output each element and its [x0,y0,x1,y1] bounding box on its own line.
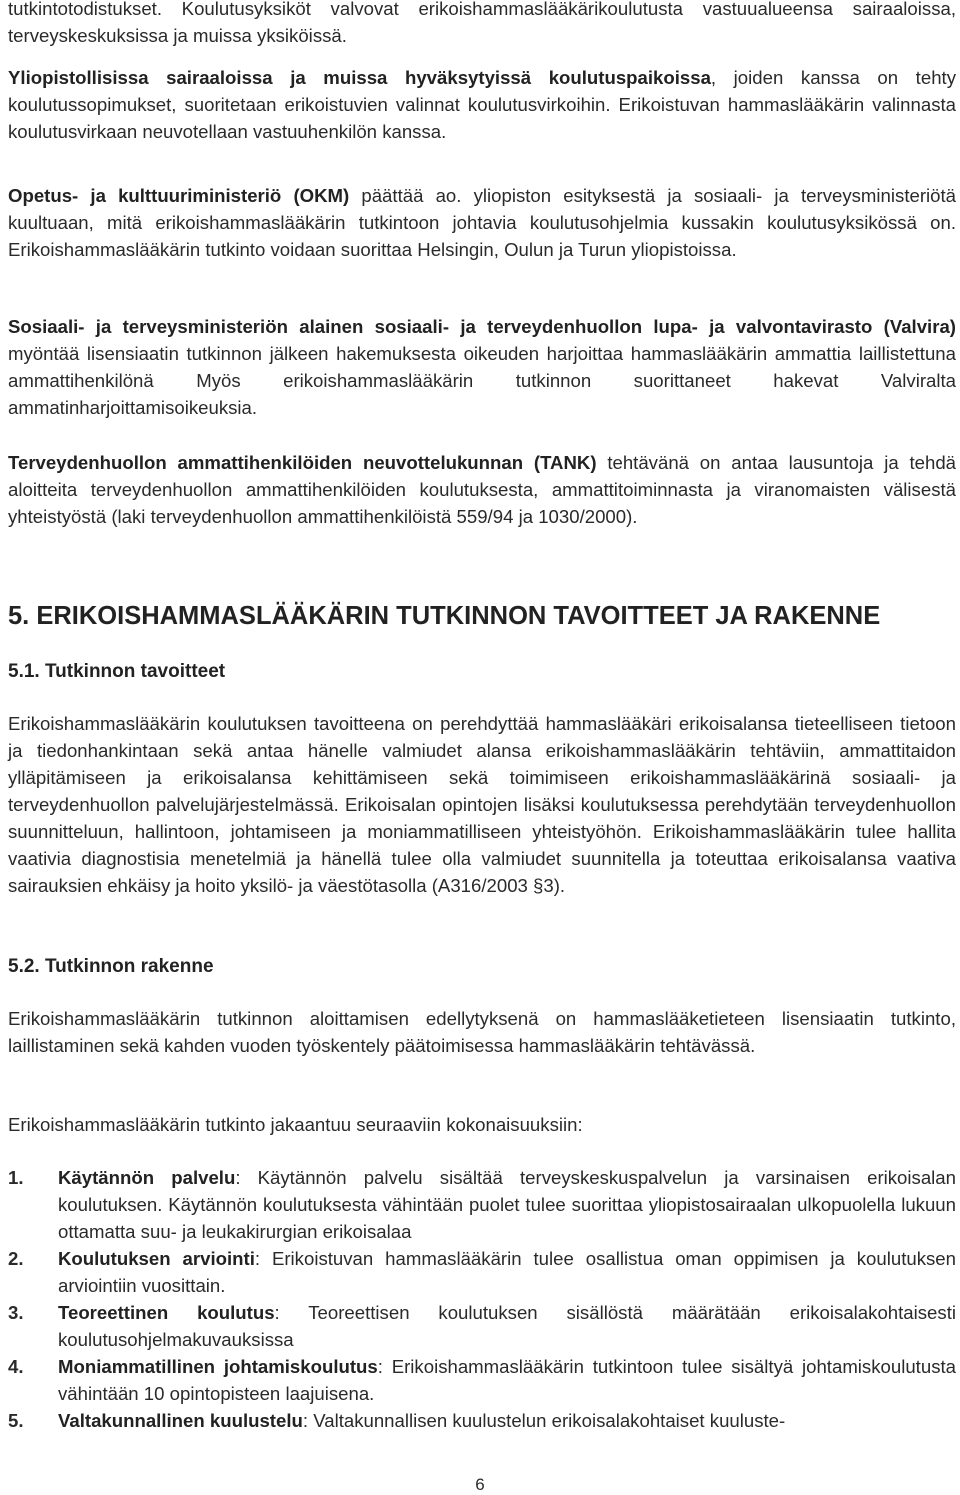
list-item [8,1299,956,1353]
list-item-text: : Erikoistuvan hammaslääkärin tulee osallistua oman oppimisen ja koulutuksen arviointiin vuosittain. [58,1248,956,1296]
list-item-number: 1. [8,1167,24,1188]
list-item [8,1353,956,1407]
paragraph-valvira [8,313,956,421]
paragraph-university-hospitals [8,64,956,145]
list-item [8,1407,956,1434]
paragraph-structure: Erikoishammaslääkärin tutkinnon aloittamisen edellytyksenä on hammaslääketieteen lisensiaatin tutkinto, laillistaminen sekä kahden vuoden työskentely päätoimisessa hammaslääkärin tehtävässä. [8,1008,956,1056]
list-item-title: Valtakunnallinen kuulustelu [58,1410,303,1431]
paragraph-text: päättää ao. yliopiston esityksestä ja sosiaali- ja terveysministeriötä kuultuaan, mitä erikoishammaslääkärin tutkintoon johtavia koulutusohjelmia kussakin koulutusyksikössä on. Erikoishammaslääkärin tutkinto voidaan suorittaa Helsingin, Oulun ja Turun yliopistoissa. [8,185,957,260]
paragraph-text: tehtävänä on antaa lausuntoja ja tehdä aloitteita terveydenhuollon ammattihenkilöiden koulutuksesta, ammattitoiminnasta ja viranomaisten välisestä yhteistyöstä (laki terveydenhuollon ammattihenkilöistä 559/94 ja 1030/2000). [8,452,956,527]
section-heading-5: 5. ERIKOISHAMMASLÄÄKÄRIN TUTKINNON TAVOITTEET JA RAKENNE [8,602,881,630]
paragraph-okm [8,182,956,263]
paragraph-text: myöntää lisensiaatin tutkinnon jälkeen hakemuksesta oikeuden harjoittaa hammaslääkärin ammattia laillistettuna ammattihenkilönä Myös erikoishammaslääkärin tutkinnon suorittaneet hakevat Valviralta ammatinharjoittamisoikeuksia. [8,343,956,418]
paragraph-goals: Erikoishammaslääkärin koulutuksen tavoitteena on perehdyttää hammaslääkäri erikoisalansa tieteelliseen tietoon ja tiedonhankintaan sekä antaa hänelle valmiudet alansa erikoishammaslääkärin tehtäviin, ammattitaidon ylläpitämiseen ja erikoisalansa kehittämiseen sekä toimimiseen erikoishammaslääkärinä sosiaali- ja terveydenhuollon palvelujärjestelmässä. Erikoisalan opintojen lisäksi koulutuksessa perehdytään terveydenhuollon suunnitteluun, hallintoon, johtamiseen ja moniammatilliseen yhteistyöhön. Erikoishammaslääkärin tulee hallita vaativia diagnostisia menetelmiä ja hänellä tulee olla valmiudet suunnitella ja toteuttaa erikoisalansa vaativa sairauksien ehkäisy ja hoito yksilö- ja väestötasolla (A316/2003 §3). [8,713,956,896]
paragraph-text: tutkintotodistukset. Koulutusyksiköt valvovat erikoishammaslääkärikoulutusta vastuualueensa sairaaloissa, terveyskeskuksissa ja muissa yksiköissä. [8,0,956,46]
numbered-list [8,1164,956,1434]
list-item-title: Koulutuksen arviointi [58,1248,255,1269]
list-item-title: Teoreettinen koulutus [58,1302,275,1323]
paragraph-intro [8,0,956,49]
subsection-heading-5-1: 5.1. Tutkinnon tavoitteet [8,661,226,682]
list-item-text: : Käytännön palvelu sisältää terveyskeskuspalvelun ja varsinaisen erikoisalan koulutuksen. Käytännön koulutuksesta vähintään puolet tulee suorittaa yliopistosairaalan ulkopuolella lukuun ottamatta suu- ja leukakirurgian erikoisalaa [58,1167,956,1242]
paragraph-lead: Opetus- ja kulttuuriministeriö (OKM) [8,185,350,206]
list-item-number: 3. [8,1302,24,1323]
list-item-number: 4. [8,1356,24,1377]
paragraph-lead: Terveydenhuollon ammattihenkilöiden neuvottelukunnan (TANK) [8,452,597,473]
subsection-heading-5-2: 5.2. Tutkinnon rakenne [8,956,214,977]
list-item-title: Käytännön palvelu [58,1167,236,1188]
list-item-text: : Valtakunnallisen kuulustelun erikoisalakohtaiset kuuluste- [302,1410,786,1431]
paragraph-lead: Yliopistollisissa sairaaloissa ja muissa hyväksytyissä koulutuspaikoissa [8,67,711,88]
paragraph-text: , joiden kanssa on tehty koulutussopimukset, suoritetaan erikoistuvien valinnat koulutusvirkoihin. Erikoistuvan hammaslääkärin valinnasta koulutusvirkaan neuvotellaan vastuuhenkilön kanssa. [8,67,956,142]
list-item [8,1164,956,1245]
list-item-text: : Teoreettisen koulutuksen sisällöstä määrätään erikoisalakohtaisesti koulutusohjelmakuvauksissa [58,1302,956,1350]
list-item-text: : Erikoishammaslääkärin tutkintoon tulee sisältyä johtamiskoulutusta vähintään 10 opintopisteen laajuisena. [58,1356,956,1404]
list-item-number: 5. [8,1410,24,1431]
page-number: 6 [475,1475,485,1494]
list-item-title: Moniammatillinen johtamiskoulutus [58,1356,378,1377]
list-item-number: 2. [8,1248,24,1269]
paragraph-structure-intro: Erikoishammaslääkärin tutkinto jakaantuu seuraaviin kokonaisuuksiin: [8,1114,583,1135]
paragraph-tank [8,449,956,530]
paragraph-lead: Sosiaali- ja terveysministeriön alainen sosiaali- ja terveydenhuollon lupa- ja valvontavirasto (Valvira) [8,316,956,337]
list-item [8,1245,956,1299]
